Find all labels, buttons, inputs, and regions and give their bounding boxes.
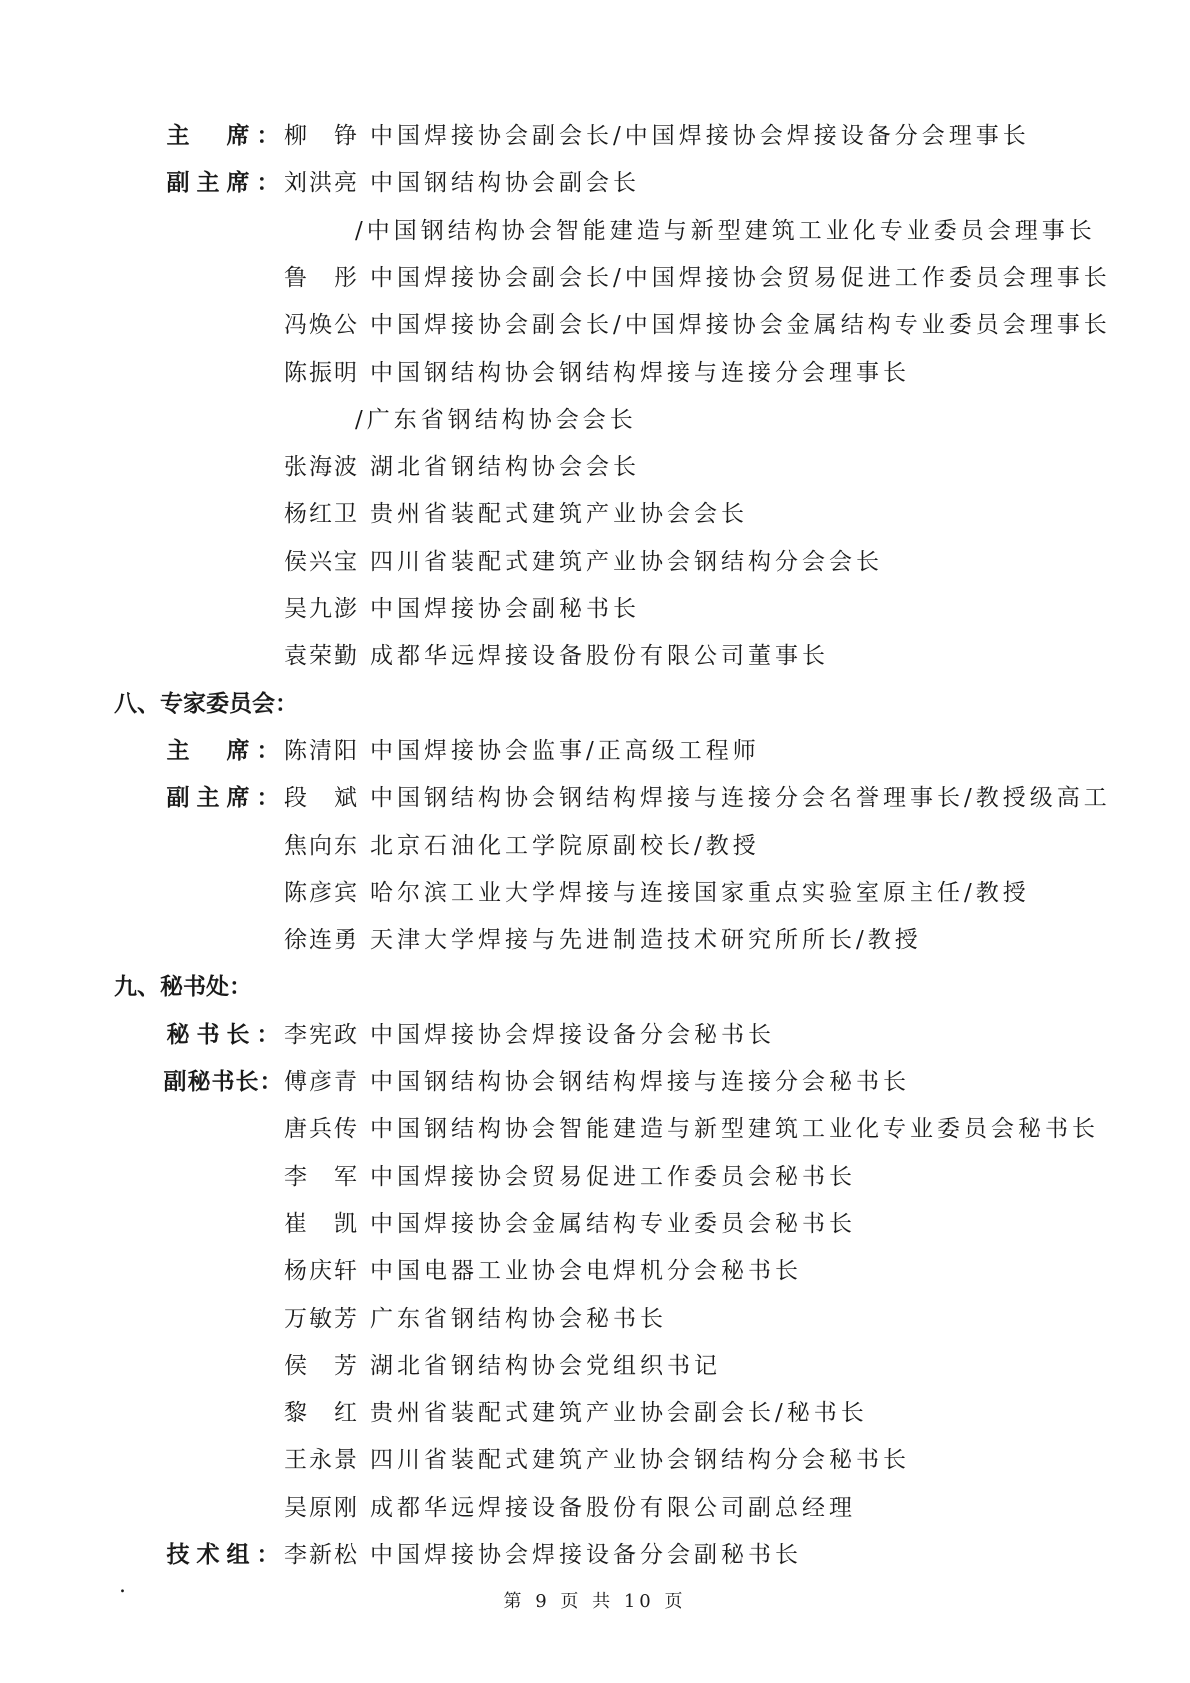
member-title: 中国焊接协会焊接设备分会副秘书长 bbox=[370, 1542, 802, 1568]
member-row bbox=[0, 826, 1190, 866]
member-row bbox=[0, 494, 1190, 534]
member-name: 王永景 bbox=[284, 1447, 359, 1474]
stray-dot: . bbox=[119, 1573, 126, 1598]
member-name: 陈振明 bbox=[284, 359, 359, 386]
member-name: 侯 芳 bbox=[284, 1352, 359, 1379]
member-row bbox=[0, 258, 1190, 298]
role-label: 主 席 ： bbox=[166, 123, 280, 149]
page-footer: 第 9 页 共 10 页 bbox=[503, 1591, 687, 1612]
section-heading bbox=[0, 967, 1190, 1007]
role-label: 副 主 席 ： bbox=[166, 785, 280, 812]
member-title: 北京石油化工学院原副校长/教授 bbox=[370, 832, 760, 859]
member-name: 侯兴宝 bbox=[284, 548, 359, 575]
member-title: 中国电器工业协会电焊机分会秘书长 bbox=[370, 1258, 802, 1285]
member-name: 杨红卫 bbox=[284, 501, 359, 528]
member-row bbox=[0, 305, 1190, 345]
member-row bbox=[0, 1346, 1190, 1386]
role-label: 副 主 席 ： bbox=[166, 170, 280, 197]
member-title: 中国焊接协会贸易促进工作委员会秘书长 bbox=[370, 1163, 856, 1190]
member-title: 中国焊接协会监事/正高级工程师 bbox=[370, 737, 760, 764]
member-row bbox=[0, 636, 1190, 676]
member-name: 李宪政 bbox=[284, 1021, 359, 1048]
member-title: 中国焊接协会副秘书长 bbox=[370, 596, 640, 622]
member-name: 陈彦宾 bbox=[284, 879, 359, 906]
member-row bbox=[0, 542, 1190, 582]
member-row bbox=[0, 1488, 1190, 1528]
member-title: 中国焊接协会金属结构专业委员会秘书长 bbox=[370, 1210, 856, 1237]
member-row bbox=[0, 1393, 1190, 1433]
section-title: 九、秘书处： bbox=[114, 974, 252, 1001]
member-name: 袁荣勤 bbox=[284, 643, 359, 670]
member-row bbox=[0, 589, 1190, 629]
member-title: 中国焊接协会副会长/中国焊接协会贸易促进工作委员会理事长 bbox=[370, 264, 1111, 291]
member-row bbox=[0, 400, 1190, 440]
member-row bbox=[0, 1204, 1190, 1244]
member-row bbox=[0, 778, 1190, 818]
member-name: 鲁 彤 bbox=[284, 264, 359, 291]
member-row bbox=[0, 353, 1190, 393]
member-title: 成都华远焊接设备股份有限公司副总经理 bbox=[370, 1494, 856, 1521]
member-row bbox=[0, 1440, 1190, 1480]
member-name: 柳 铮 bbox=[284, 123, 359, 149]
member-name: 李 军 bbox=[284, 1163, 359, 1190]
member-title: 天津大学焊接与先进制造技术研究所所长/教授 bbox=[370, 927, 922, 954]
member-row bbox=[0, 920, 1190, 960]
member-title: 哈尔滨工业大学焊接与连接国家重点实验室原主任/教授 bbox=[370, 879, 1030, 906]
member-title: 贵州省装配式建筑产业协会会长 bbox=[370, 501, 748, 528]
role-label: 技 术 组 ： bbox=[166, 1542, 280, 1568]
member-row bbox=[0, 873, 1190, 913]
member-row bbox=[0, 1299, 1190, 1339]
member-title: 中国钢结构协会智能建造与新型建筑工业化专业委员会秘书长 bbox=[370, 1116, 1099, 1143]
member-title: 成都华远焊接设备股份有限公司董事长 bbox=[370, 643, 829, 670]
member-row bbox=[0, 1015, 1190, 1055]
member-name: 傅彦青 bbox=[284, 1069, 359, 1095]
member-row bbox=[0, 211, 1190, 251]
member-name: 唐兵传 bbox=[284, 1116, 359, 1143]
member-name: 段 斌 bbox=[284, 785, 359, 812]
member-row bbox=[0, 163, 1190, 203]
member-title: 四川省装配式建筑产业协会钢结构分会会长 bbox=[370, 548, 883, 575]
member-title: 湖北省钢结构协会会长 bbox=[370, 454, 640, 481]
member-row bbox=[0, 116, 1190, 156]
member-name: 张海波 bbox=[284, 454, 359, 481]
member-name: 陈清阳 bbox=[284, 737, 359, 764]
member-title: 中国钢结构协会钢结构焊接与连接分会名誉理事长/教授级高工 bbox=[370, 785, 1111, 812]
section-heading bbox=[0, 684, 1190, 724]
member-title: 湖北省钢结构协会党组织书记 bbox=[370, 1352, 721, 1379]
member-row bbox=[0, 1109, 1190, 1149]
member-row bbox=[0, 1251, 1190, 1291]
member-name: 李新松 bbox=[284, 1542, 359, 1568]
member-name: 吴原刚 bbox=[284, 1494, 359, 1521]
member-name: 冯焕公 bbox=[284, 312, 359, 339]
member-name: 焦向东 bbox=[284, 832, 359, 859]
member-title: 广东省钢结构协会秘书长 bbox=[370, 1305, 667, 1332]
member-title: 贵州省装配式建筑产业协会副会长/秘书长 bbox=[370, 1400, 868, 1427]
member-title: 中国钢结构协会副会长 bbox=[370, 170, 640, 197]
member-title: 中国钢结构协会钢结构焊接与连接分会理事长 bbox=[370, 359, 910, 386]
title-continuation: /中国钢结构协会智能建造与新型建筑工业化专业委员会理事长 bbox=[355, 217, 1096, 244]
member-row bbox=[0, 1062, 1190, 1102]
member-title: 中国焊接协会副会长/中国焊接协会金属结构专业委员会理事长 bbox=[370, 312, 1111, 339]
member-name: 徐连勇 bbox=[284, 927, 359, 954]
role-label: 秘 书 长 ： bbox=[166, 1021, 280, 1048]
member-name: 崔 凯 bbox=[284, 1210, 359, 1237]
role-label: 主 席 ： bbox=[166, 737, 280, 764]
role-label: 副秘书长： bbox=[163, 1069, 283, 1095]
section-title: 八、专家委员会： bbox=[114, 690, 298, 717]
member-row bbox=[0, 1535, 1190, 1575]
member-row bbox=[0, 1157, 1190, 1197]
member-name: 黎 红 bbox=[284, 1400, 359, 1427]
member-title: 中国焊接协会副会长/中国焊接协会焊接设备分会理事长 bbox=[370, 123, 1030, 149]
member-row bbox=[0, 447, 1190, 487]
member-title: 四川省装配式建筑产业协会钢结构分会秘书长 bbox=[370, 1447, 910, 1474]
member-row bbox=[0, 731, 1190, 771]
member-title: 中国焊接协会焊接设备分会秘书长 bbox=[370, 1021, 775, 1048]
member-name: 万敏芳 bbox=[284, 1305, 359, 1332]
member-name: 杨庆轩 bbox=[284, 1258, 359, 1285]
member-name: 吴九澎 bbox=[284, 596, 359, 622]
title-continuation: /广东省钢结构协会会长 bbox=[355, 406, 637, 433]
member-name: 刘洪亮 bbox=[284, 170, 359, 197]
member-title: 中国钢结构协会钢结构焊接与连接分会秘书长 bbox=[370, 1069, 910, 1095]
